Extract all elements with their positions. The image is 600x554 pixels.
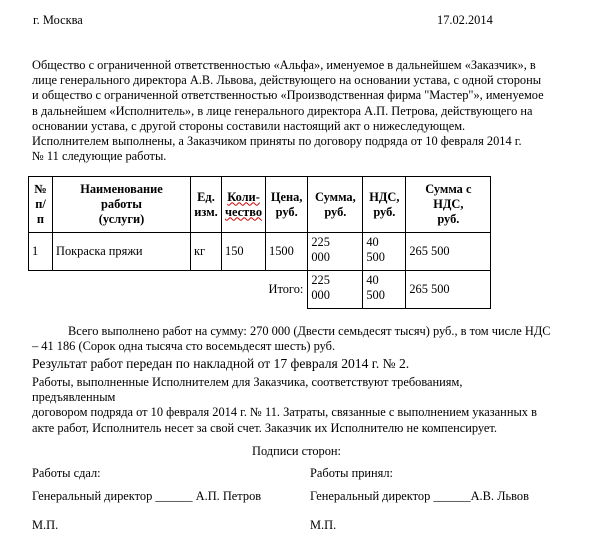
right-stamp: М.П. — [310, 518, 337, 532]
works-table — [28, 176, 491, 309]
itogo-vat: 40 500 — [363, 271, 406, 309]
intro-line: основании устава, с другой стороны составили настоящий акт о нижеследующем. — [32, 118, 466, 133]
header-qty: Коли- чество — [222, 177, 266, 233]
document-date: 17.02.2014 — [437, 13, 493, 27]
header-vat: НДС, руб. — [363, 177, 406, 233]
header-num: № п/п — [29, 177, 53, 233]
table-row — [29, 233, 491, 271]
intro-line: в дальнейшем «Исполнитель», в лице генерального директора А.П. Петрова, действующего на — [32, 103, 533, 118]
intro-line: лице генерального директора А.В. Львова, действующего на основании устава, с одной стороны — [32, 73, 542, 88]
works-line: предъявленным — [32, 390, 116, 405]
intro-line: Общество с ограниченной ответственностью «Альфа», именуемое в дальнейшем «Заказчик», в — [32, 58, 536, 72]
row-unit: кг — [191, 233, 222, 271]
works-line: договором подряда от 10 февраля 2014 г. № 11. Затраты, связанные с выполнением указанных в — [32, 405, 537, 420]
header-name: Наименование работы (услуги) — [53, 177, 191, 233]
works-paragraph — [32, 375, 577, 436]
row-sum: 225 000 — [308, 233, 363, 271]
left-signature-line: Генеральный директор ______ А.П. Петров — [32, 489, 262, 503]
intro-line: Исполнителем выполнены, а Заказчиком приняты по договору подряда от 10 февраля 2014 г. — [32, 134, 522, 149]
header-unit: Ед. изм. — [191, 177, 222, 233]
right-signature-line: Генеральный директор ______А.В. Львов — [310, 489, 529, 503]
row-vat: 40 500 — [363, 233, 406, 271]
result-line: Результат работ передан по накладной от 17 февраля 2014 г. № 2. — [32, 356, 410, 371]
row-name: Покраска пряжи — [53, 233, 191, 271]
summary-line: Всего выполнено работ на сумму: 270 000 (Двести семьдесят тысяч) руб., в том числе НДС — [68, 324, 551, 338]
right-caption: Работы принял: — [310, 466, 393, 480]
itogo-total: 265 500 — [406, 271, 491, 309]
itogo-label: Итого: — [268, 282, 304, 297]
intro-line: № 11 следующие работы. — [32, 149, 167, 164]
itogo-row — [29, 271, 491, 309]
city: г. Москва — [33, 13, 83, 27]
table-header-row — [29, 177, 491, 233]
summary-paragraph — [32, 324, 577, 354]
left-caption: Работы сдал: — [32, 466, 101, 480]
header-price: Цена, руб. — [266, 177, 308, 233]
signatures-title: Подписи сторон: — [252, 444, 341, 458]
row-total: 265 500 — [406, 233, 491, 271]
works-line: Работы, выполненные Исполнителем для Заказчика, соответствуют требованиям, — [32, 375, 463, 389]
header-total: Сумма с НДС, руб. — [406, 177, 491, 233]
row-num: 1 — [29, 233, 53, 271]
header-sum: Сумма, руб. — [308, 177, 363, 233]
itogo-sum: 225 000 — [308, 271, 363, 309]
intro-paragraph — [32, 58, 577, 164]
summary-line: – 41 186 (Сорок одна тысяча сто восемьдесят шесть) руб. — [32, 339, 336, 354]
works-line: акте работ, Исполнитель несет за свой счет. Заказчик их Исполнителю не компенсирует. — [32, 420, 497, 435]
intro-line: и общество с ограниченной ответственностью «Производственная фирма "Мастер"», именуемое — [32, 88, 544, 103]
row-price: 1500 — [266, 233, 308, 271]
row-qty: 150 — [222, 233, 266, 271]
left-stamp: М.П. — [32, 518, 59, 532]
